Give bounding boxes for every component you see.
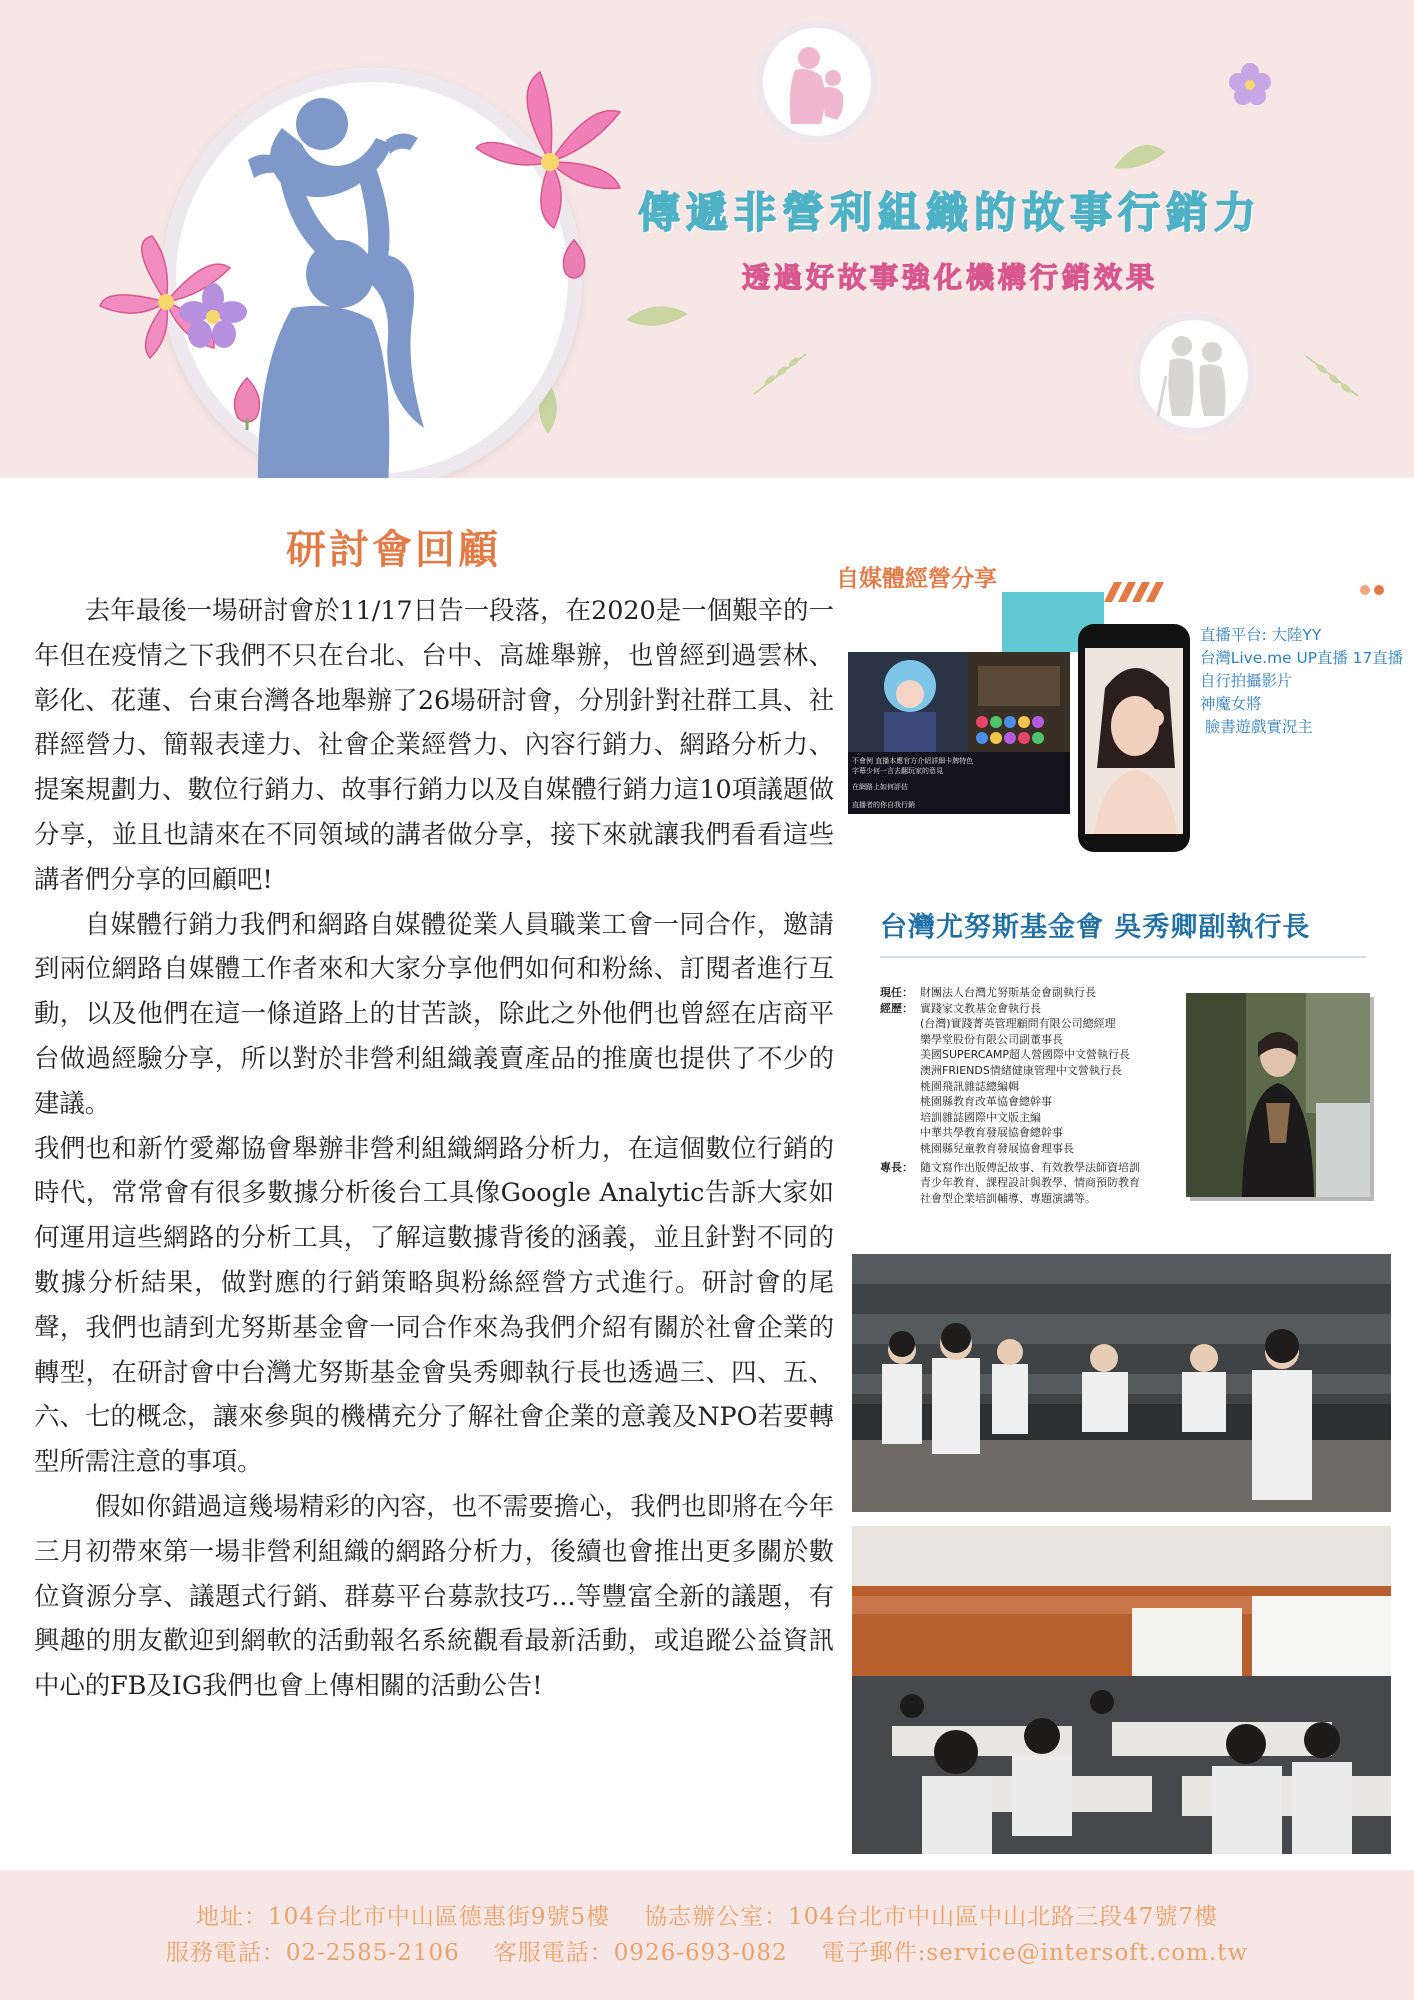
media-card-title: 自媒體經營分享	[836, 566, 997, 592]
article-paragraph: 假如你錯過這幾場精彩的內容，也不需要擔心，我們也即將在今年三月初帶來第一場非營利組織的網路分析力，後續也會推出更多關於數位資源分享、議題式行銷、群募平台募款技巧...等豐富全新的議題，有興趣的朋友歡迎到網軟的活動報名系統觀看最新活動，或追蹤公益資訊中心的FB及IG我們也會上傳相關的活動公告!	[34, 1490, 834, 1701]
experience-item: 培訓雜誌國際中文版主編	[920, 1110, 1041, 1124]
mother-child-badge	[755, 20, 879, 144]
experience-item: 樂學堂股份有限公司副董事長	[920, 1032, 1063, 1046]
decor-dot	[1374, 585, 1384, 595]
footer-address-line	[0, 1898, 1414, 1931]
livestreamer-image	[1085, 648, 1183, 834]
divider	[880, 956, 1366, 958]
current-position-label: 現任：	[880, 986, 913, 999]
small-purple-flower-icon	[1226, 60, 1274, 108]
screenshot-caption: 字幕少何一言去翻玩家的意見	[852, 767, 943, 775]
leaf-decoration-icon	[1110, 138, 1170, 178]
customer-phone: 客服電話：0926-693-082	[493, 1940, 788, 1966]
media-notes-list	[1200, 624, 1403, 739]
screenshot-caption: 在網路上如何評估	[852, 783, 908, 791]
purple-flower-icon	[178, 282, 248, 352]
leaf-decoration-icon	[622, 300, 692, 336]
experience-label: 經歷：	[880, 1001, 913, 1015]
article-body	[34, 588, 834, 1708]
experience-item: 實踐家文教基金會執行長	[920, 1001, 1041, 1015]
slash-stripes-icon	[1104, 582, 1168, 602]
seminar-photo-image	[852, 1254, 1391, 1512]
media-note: 台灣Live.me UP直播 17直播	[1200, 649, 1404, 667]
seminar-photo-1	[852, 1254, 1391, 1512]
leaf-sprig-icon	[1302, 352, 1362, 400]
smartphone-mockup	[1078, 624, 1190, 852]
mother-child-icon	[755, 20, 879, 144]
header-banner	[0, 0, 1414, 478]
service-phone: 服務電話：02-2585-2106	[165, 1940, 460, 1966]
speaker-profile	[880, 985, 1180, 1206]
article-paragraph: 我們也和新竹愛鄰協會舉辦非營利組織網路分析力，在這個數位行銷的時代，常常會有很多數據分析後台工具像Google Analytic告訴大家如何運用這些網路的分析工具，了解這數據背後的涵義，並且針對不同的數據分析結果，做對應的行銷策略與粉絲經營方式進行。研討會的尾聲，我們也請到尤努斯基金會一同合作來為我們介紹有關於社會企業的轉型，在研討會中台灣尤努斯基金會吳秀卿執行長也透過三、四、五、六、七的概念，讓來參與的機構充分了解社會企業的意義及NPO若要轉型所需注意的事項。	[34, 1132, 834, 1477]
experience-item: 桃園飛訊雜誌總編輯	[920, 1079, 1019, 1093]
seminar-photo-image	[852, 1526, 1391, 1854]
media-note: 臉書遊戲實況主	[1200, 718, 1313, 736]
livestreamer-photo	[1085, 648, 1183, 834]
experience-item: 桃園縣兒童教育發展協會理事長	[920, 1141, 1074, 1155]
specialty-label: 專長：	[880, 1160, 913, 1174]
branch-office-address: 協志辦公室：104台北市中山區中山北路三段47號7樓	[644, 1904, 1218, 1930]
specialty-item: 青少年教育、課程設計與教學、情商預防教育	[920, 1176, 1140, 1190]
current-position: 財團法人台灣尤努斯基金會副執行長	[920, 986, 1096, 999]
banner-title: 傳遞非營利組織的故事行銷力	[637, 188, 1262, 237]
experience-item: 澳洲FRIENDS情緒健康管理中文營執行長	[920, 1063, 1122, 1077]
article-paragraph: 去年最後一場研討會於11/17日告一段落，在2020是一個艱辛的一年但在疫情之下我們不只在台北、台中、高雄舉辦，也曾經到過雲林、彰化、花蓮、台東台灣各地舉辦了26場研討會，分別針對社群工具、社群經營力、簡報表達力、社會企業經營力、內容行銷力、網路分析力、提案規劃力、數位行銷力、故事行銷力以及自媒體行銷力這10項議題做分享，並且也請來在不同領域的講者做分享，接下來就讓我們看看這些講者們分享的回顧吧!	[34, 595, 834, 894]
leaf-sprig-icon	[750, 350, 810, 398]
specialty-item: 社會型企業培訓輔導、專題演講等。	[920, 1191, 1096, 1205]
email-link[interactable]: 電子郵件:service@intersoft.com.tw	[821, 1940, 1249, 1966]
experience-item: 桃園縣教育改革協會總幹事	[920, 1095, 1052, 1109]
game-stream-screenshot	[848, 652, 1070, 814]
footer-contact-line	[0, 1934, 1414, 1967]
seminar-photo-2	[852, 1526, 1391, 1854]
article-paragraph: 自媒體行銷力我們和網路自媒體從業人員職業工會一同合作，邀請到兩位網路自媒體工作者來和大家分享他們如何和粉絲、訂閱者進行互動，以及他們在這一條道路上的甘苦談，除此之外他們也曾經在店商平台做過經驗分享，所以對於非營利組織義賣產品的推廣也提供了不少的建議。	[34, 908, 834, 1118]
media-note: 直播平台: 大陸YY	[1200, 626, 1322, 644]
pink-bud-icon	[554, 236, 594, 286]
elderly-couple-icon	[1132, 312, 1256, 436]
experience-item: 中華共學教育發展協會總幹事	[920, 1126, 1063, 1140]
section-heading: 研討會回顧	[286, 527, 501, 573]
media-note: 自行拍攝影片	[1200, 672, 1293, 690]
decor-dot	[1360, 585, 1370, 595]
specialty-item: 隨文寫作出版傳記故事、有效教學法師資培訓	[920, 1160, 1140, 1174]
elderly-couple-badge	[1132, 312, 1256, 436]
screenshot-caption: 直播者的你自我行銷	[852, 801, 915, 809]
speaker-photo	[1186, 993, 1370, 1197]
screenshot-caption: 不會例 直播本應官方介紹詳細卡牌特色	[852, 757, 974, 765]
pink-bud-icon	[222, 374, 272, 430]
address: 地址：104台北市中山區德惠街9號5樓	[196, 1904, 611, 1930]
speaker-portrait-image	[1186, 993, 1370, 1197]
media-note: 神魔女將	[1200, 695, 1262, 713]
footer	[0, 1870, 1414, 2000]
experience-item: 美國SUPERCAMP超人營國際中文營執行長	[920, 1048, 1131, 1062]
speaker-title: 台灣尤努斯基金會 吳秀卿副執行長	[880, 912, 1311, 943]
banner-subtitle: 透過好故事強化機構行銷效果	[741, 261, 1158, 294]
experience-item: (台灣)實踐菁英管理顧問有限公司總經理	[920, 1017, 1116, 1031]
